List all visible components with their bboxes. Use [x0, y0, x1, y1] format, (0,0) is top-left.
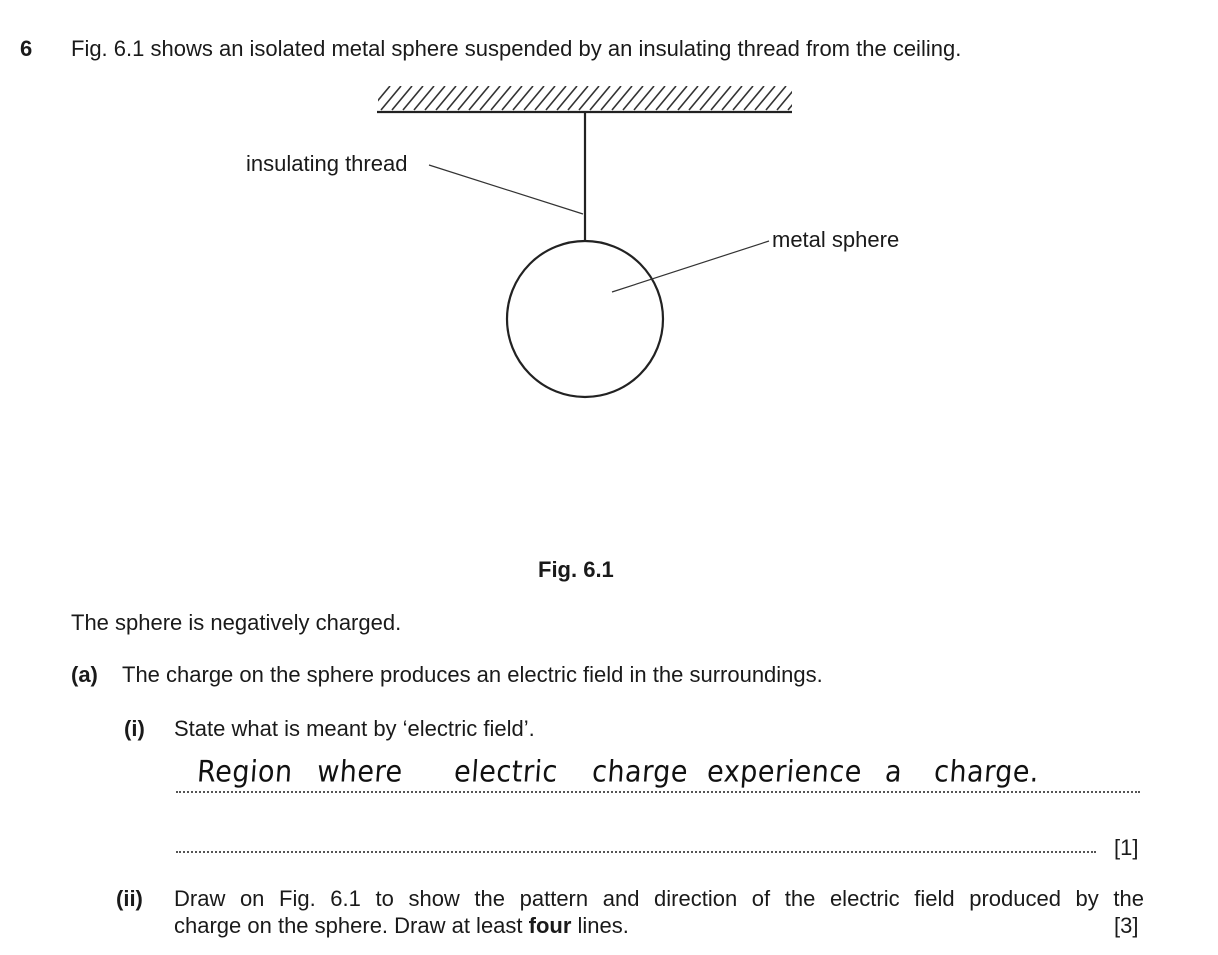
part-a-i-marks: [1] [1114, 835, 1139, 860]
hatch-mark [711, 86, 731, 110]
hatch-mark [557, 86, 577, 110]
hatch-mark [667, 86, 687, 110]
hatch-mark [612, 86, 632, 110]
part-a-label: (a) [71, 662, 98, 687]
hatch-mark [502, 86, 522, 110]
part-a-ii-line2-end: lines. [571, 913, 629, 938]
hatch-mark [458, 86, 478, 110]
part-a-ii-line1: Draw on Fig. 6.1 to show the pattern and direction of the electric field produced by the [174, 886, 1144, 911]
label-metal-sphere: metal sphere [772, 227, 900, 252]
hatch-mark [414, 86, 434, 110]
hatch-mark [700, 86, 720, 110]
hatch-mark [810, 86, 830, 110]
part-a-ii-label: (ii) [116, 886, 143, 911]
hatch-mark [788, 86, 808, 110]
part-a-text: The charge on the sphere produces an electric field in the surroundings. [122, 662, 823, 687]
hatch-mark [491, 86, 511, 110]
metal-sphere-circle [507, 241, 663, 397]
hatch-mark [601, 86, 621, 110]
hatch-mark [689, 86, 709, 110]
hatch-mark [403, 86, 423, 110]
answer-word: where [316, 754, 404, 789]
hatch-mark [436, 86, 456, 110]
label-insulating-thread: insulating thread [246, 151, 408, 176]
hatch-mark [524, 86, 544, 110]
hatch-mark [381, 86, 401, 110]
statement-negatively-charged: The sphere is negatively charged. [71, 610, 402, 635]
question-intro: Fig. 6.1 shows an isolated metal sphere suspended by an insulating thread from the ceiling. [71, 36, 962, 61]
hatch-mark [799, 86, 819, 110]
hatch-mark [546, 86, 566, 110]
hatch-mark [480, 86, 500, 110]
hatch-mark [469, 86, 489, 110]
answer-word: experience [706, 754, 864, 789]
hatch-mark [755, 86, 775, 110]
answer-word: charge [591, 754, 690, 789]
hatch-mark [623, 86, 643, 110]
part-a-ii-marks: [3] [1114, 913, 1139, 938]
hatch-mark [766, 86, 786, 110]
hatch-mark [535, 86, 555, 110]
hatch-mark [579, 86, 599, 110]
hatch-mark [733, 86, 753, 110]
ceiling-hatching [370, 86, 830, 110]
part-a-i-label: (i) [124, 716, 145, 741]
hatch-mark [590, 86, 610, 110]
thread-leader-line [429, 165, 583, 214]
hatch-mark [447, 86, 467, 110]
sphere-leader-line [612, 241, 769, 292]
hatch-mark [645, 86, 665, 110]
hatch-mark [634, 86, 654, 110]
hatch-mark [370, 86, 390, 110]
answer-word: Region [196, 754, 294, 789]
part-a-i-text: State what is meant by ‘electric field’. [174, 716, 535, 741]
part-a-ii-line2-bold: four [528, 913, 572, 938]
hatch-mark [656, 86, 676, 110]
hatch-mark [392, 86, 412, 110]
question-number: 6 [20, 36, 33, 61]
answer-word: electric [453, 754, 559, 789]
answer-word: charge. [933, 754, 1041, 789]
hatch-mark [568, 86, 588, 110]
answer-line-2[interactable] [176, 851, 1096, 853]
hatch-mark [744, 86, 764, 110]
hatch-mark [722, 86, 742, 110]
answer-word: a [884, 754, 904, 789]
part-a-ii-line2 [174, 913, 629, 939]
hatch-mark [678, 86, 698, 110]
hatch-mark [425, 86, 445, 110]
figure-caption: Fig. 6.1 [538, 557, 614, 582]
hatch-mark [513, 86, 533, 110]
hatch-mark [777, 86, 797, 110]
answer-line-1[interactable] [176, 791, 1140, 793]
part-a-ii-line2-start: charge on the sphere. Draw at least [174, 913, 529, 938]
